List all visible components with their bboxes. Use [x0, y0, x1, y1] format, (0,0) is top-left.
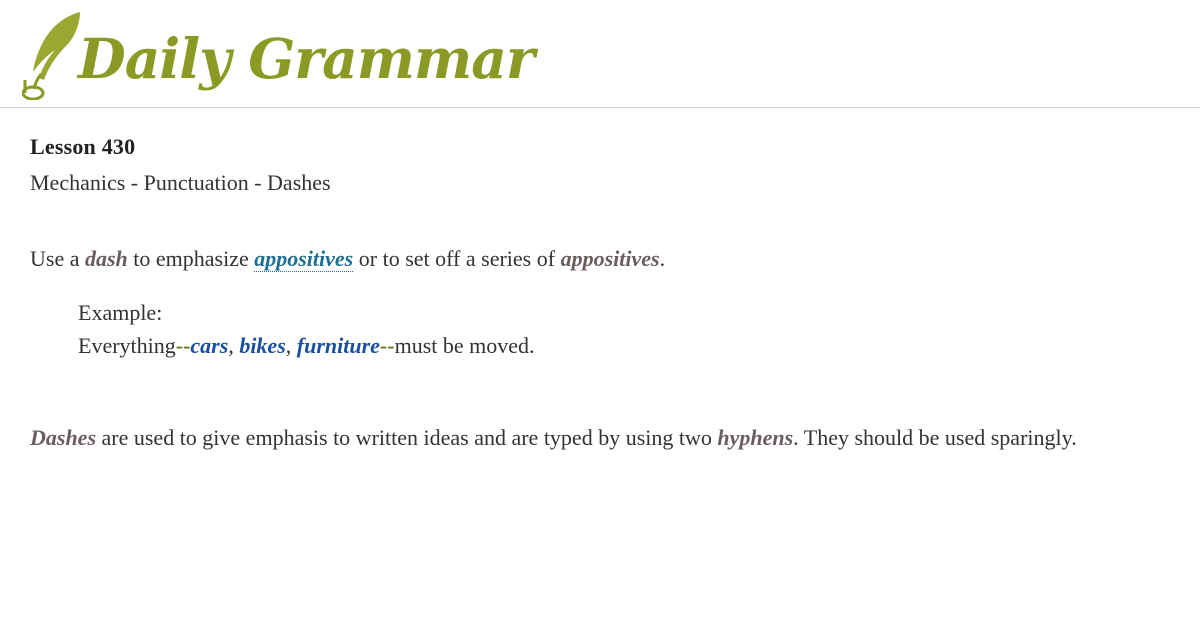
- site-logo[interactable]: [22, 8, 534, 100]
- quill-pen-icon: [22, 8, 84, 100]
- example-label: Example:: [78, 299, 163, 325]
- example-item-2: bikes: [239, 332, 286, 358]
- appositives-link[interactable]: appositives: [254, 246, 354, 271]
- example-item-3: furniture: [296, 332, 380, 358]
- rule-text-2: to emphasize: [127, 246, 255, 271]
- lesson-content: [0, 108, 1200, 454]
- closing-text-1: are used to give emphasis to written ideas and are typed by using two: [96, 424, 718, 450]
- closing-emphasis-dashes: Dashes: [30, 424, 97, 450]
- dash-open: --: [175, 332, 191, 358]
- dash-close: --: [379, 332, 395, 358]
- rule-emphasis-dash: dash: [84, 246, 128, 271]
- example-sentence: [78, 329, 1170, 362]
- example-block: [78, 296, 1170, 362]
- example-text-end: must be moved.: [394, 332, 535, 358]
- rule-emphasis-appositives: appositives: [560, 246, 660, 271]
- example-comma-2: ,: [285, 332, 297, 358]
- lesson-subtitle: Mechanics - Punctuation - Dashes: [30, 170, 331, 195]
- rule-paragraph: [30, 244, 1170, 274]
- closing-text-2: . They should be used sparingly.: [793, 424, 1077, 450]
- site-header: [0, 0, 1200, 108]
- example-text-start: Everything: [78, 332, 176, 358]
- closing-emphasis-hyphens: hyphens: [717, 424, 794, 450]
- example-item-1: cars: [190, 332, 229, 358]
- rule-text-3: or to set off a series of: [353, 246, 561, 271]
- page-title: Lesson 430: [30, 134, 136, 159]
- site-title: Daily Grammar: [78, 26, 534, 91]
- closing-paragraph: [30, 422, 1170, 454]
- rule-text-1: Use a: [30, 246, 85, 271]
- example-comma-1: ,: [228, 332, 240, 358]
- rule-text-4: .: [659, 246, 666, 271]
